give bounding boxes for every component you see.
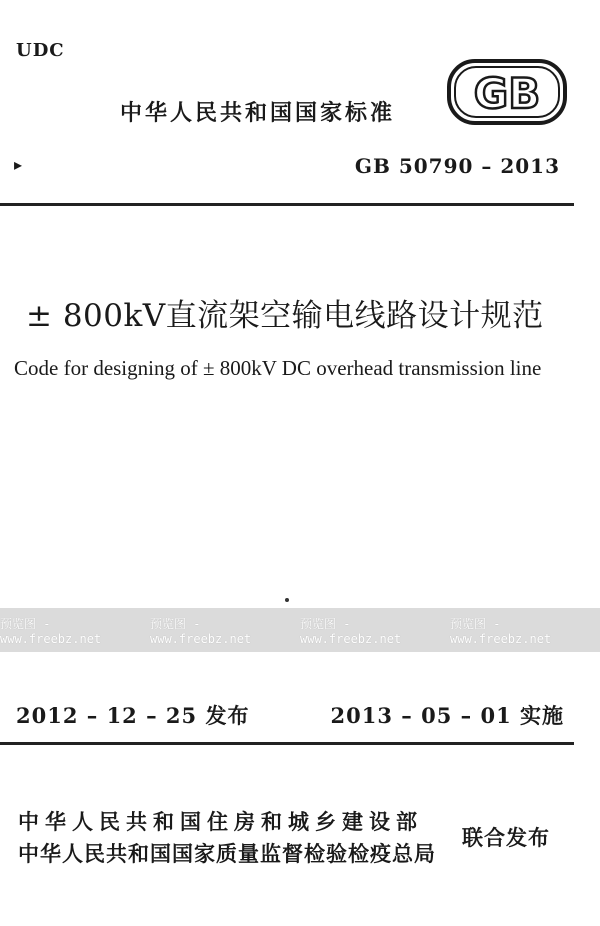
- issue-date: 2012 – 12 – 25 发布: [16, 703, 250, 728]
- header-divider: [0, 203, 574, 206]
- watermark-text: 预览图 - www.freebz.net: [0, 616, 102, 646]
- watermark-banner: [0, 608, 600, 652]
- watermark-text: 预览图 - www.freebz.net: [450, 616, 552, 646]
- title-english: Code for designing of ± 800kV DC overhead transmission line: [14, 356, 542, 380]
- speck-mark: [285, 598, 289, 602]
- joint-release-label: 联合发布: [462, 826, 550, 850]
- watermark-text: 预览图 - www.freebz.net: [150, 616, 252, 646]
- udc-label: UDC: [16, 40, 65, 61]
- dates-divider: [0, 742, 574, 745]
- title-chinese: ± 800kV直流架空输电线路设计规范: [26, 298, 544, 334]
- watermark-text: 预览图 - www.freebz.net: [300, 616, 402, 646]
- issuer-ministry: 中华人民共和国住房和城乡建设部: [18, 810, 423, 834]
- national-standard-heading: 中华人民共和国国家标准: [120, 101, 396, 126]
- left-margin-mark: ▸: [14, 155, 23, 174]
- gb-logo: [446, 58, 568, 126]
- standard-number: GB 50790 – 2013: [354, 154, 560, 178]
- gb-logo-text: GB: [473, 69, 541, 118]
- implementation-date: 2013 – 05 – 01 实施: [330, 703, 564, 728]
- issuer-aqsiq: 中华人民共和国国家质量监督检验检疫总局: [18, 842, 436, 866]
